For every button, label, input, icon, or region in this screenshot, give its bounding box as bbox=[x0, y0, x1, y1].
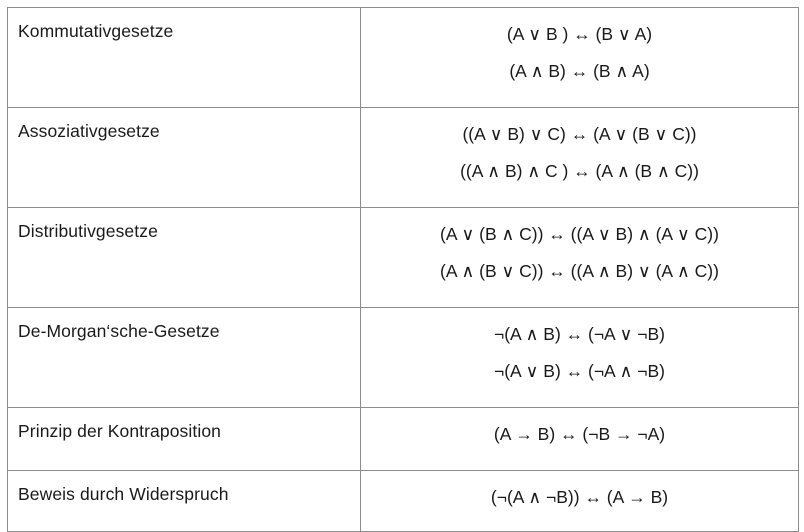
law-formulas bbox=[361, 108, 799, 208]
law-name-distributive: Distributivgesetze bbox=[8, 208, 361, 308]
law-name-commutative: Kommutativgesetze bbox=[8, 8, 361, 108]
formula: (¬(A ∧ ¬B)) ↔ (A → B) bbox=[490, 487, 669, 507]
law-formulas bbox=[361, 471, 799, 532]
law-formulas bbox=[361, 208, 799, 308]
law-formulas bbox=[361, 308, 799, 408]
formula: ((A ∨ B) ∨ C) ↔ (A ∨ (B ∨ C)) bbox=[462, 124, 697, 144]
formula: ¬(A ∧ B) ↔ (¬A ∨ ¬B) bbox=[493, 324, 666, 344]
table-row bbox=[8, 8, 799, 108]
formula: ((A ∧ B) ∧ C ) ↔ (A ∧ (B ∧ C)) bbox=[460, 161, 699, 181]
law-formulas bbox=[361, 408, 799, 471]
table-row bbox=[8, 408, 799, 471]
table-row bbox=[8, 108, 799, 208]
formula: ¬(A ∨ B) ↔ (¬A ∧ ¬B) bbox=[493, 361, 666, 381]
logic-laws-table bbox=[7, 7, 799, 532]
formula: (A ∨ (B ∧ C)) ↔ ((A ∨ B) ∧ (A ∨ C)) bbox=[440, 224, 719, 244]
law-name-contradiction: Beweis durch Widerspruch bbox=[8, 471, 361, 532]
formula: (A → B) ↔ (¬B → ¬A) bbox=[493, 424, 666, 444]
law-name-de-morgan: De-Morgan‘sche-Gesetze bbox=[8, 308, 361, 408]
formula: (A ∨ B ) ↔ (B ∨ A) bbox=[506, 24, 653, 44]
formula: (A ∧ B) ↔ (B ∧ A) bbox=[509, 61, 650, 81]
law-name-associative: Assoziativgesetze bbox=[8, 108, 361, 208]
table-row bbox=[8, 471, 799, 532]
formula: (A ∧ (B ∨ C)) ↔ ((A ∧ B) ∨ (A ∧ C)) bbox=[440, 261, 719, 281]
table-row bbox=[8, 308, 799, 408]
law-formulas bbox=[361, 8, 799, 108]
table-row bbox=[8, 208, 799, 308]
law-name-contraposition: Prinzip der Kontraposition bbox=[8, 408, 361, 471]
